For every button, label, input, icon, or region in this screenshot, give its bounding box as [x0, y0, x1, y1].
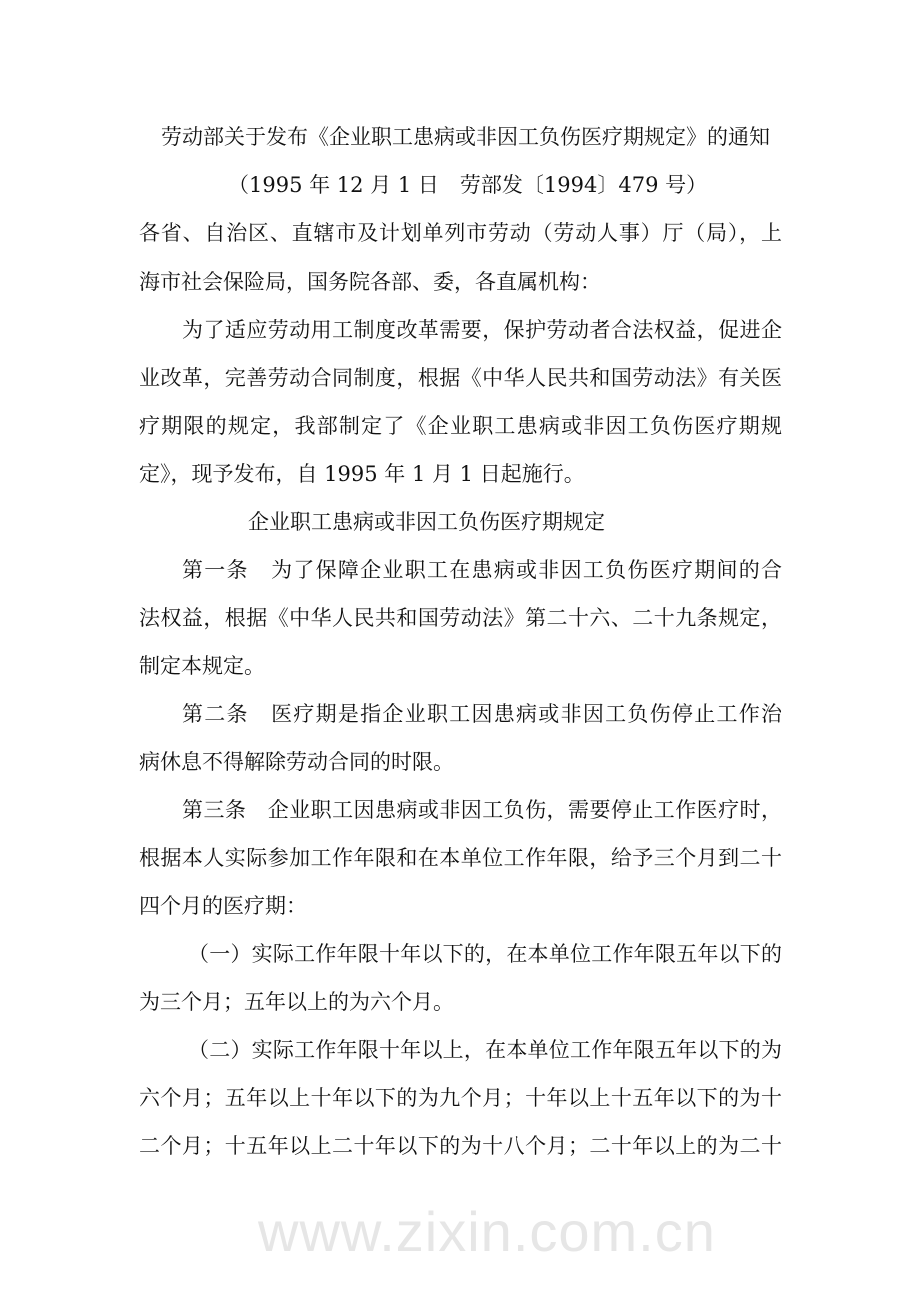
- regulation-title: 企业职工患病或非因工负伤医疗期规定: [248, 510, 605, 534]
- text-line: 第一条 为了保障企业职工在患病或非因工负伤医疗期间的合: [182, 558, 782, 582]
- text-line: 制定本规定。: [139, 654, 265, 678]
- text-line: 根据本人实际参加工作年限和在本单位工作年限，给予三个月到二十: [139, 846, 782, 870]
- text-line: （一）实际工作年限十年以下的，在本单位工作年限五年以下的: [188, 942, 782, 966]
- text-line: 病休息不得解除劳动合同的时限。: [139, 750, 454, 774]
- text-line: 为三个月；五年以上的为六个月。: [139, 990, 454, 1014]
- notice-subtitle: （1995 年 12 月 1 日 劳部发〔1994〕479 号）: [228, 173, 708, 197]
- text-line: 第三条 企业职工因患病或非因工负伤，需要停止工作医疗时，: [182, 798, 782, 822]
- text-line: 四个月的医疗期：: [139, 894, 307, 918]
- text-line: 疗期限的规定，我部制定了《企业职工患病或非因工负伤医疗期规: [139, 414, 782, 438]
- text-line: 各省、自治区、直辖市及计划单列市劳动（劳动人事）厅（局），上: [139, 221, 782, 245]
- text-line: 海市社会保险局，国务院各部、委，各直属机构：: [139, 270, 601, 294]
- text-line: 为了适应劳动用工制度改革需要，保护劳动者合法权益，促进企: [182, 318, 782, 342]
- text-line: 法权益，根据《中华人民共和国劳动法》第二十六、二十九条规定，: [139, 606, 782, 630]
- text-line: 二个月；十五年以上二十年以下的为十八个月；二十年以上的为二十: [139, 1134, 782, 1158]
- text-line: 业改革，完善劳动合同制度，根据《中华人民共和国劳动法》有关医: [139, 366, 782, 390]
- text-line: （二）实际工作年限十年以上，在本单位工作年限五年以下的为: [188, 1038, 782, 1062]
- text-line: 定》，现予发布，自 1995 年 1 月 1 日起施行。: [139, 462, 585, 486]
- notice-title: 劳动部关于发布《企业职工患病或非因工负伤医疗期规定》的通知: [161, 125, 770, 149]
- text-line: 六个月；五年以上十年以下的为九个月；十年以上十五年以下的为十: [139, 1086, 782, 1110]
- text-line: 第二条 医疗期是指企业职工因患病或非因工负伤停止工作治: [182, 702, 782, 726]
- watermark: www.zixin.com.cn: [258, 1200, 716, 1263]
